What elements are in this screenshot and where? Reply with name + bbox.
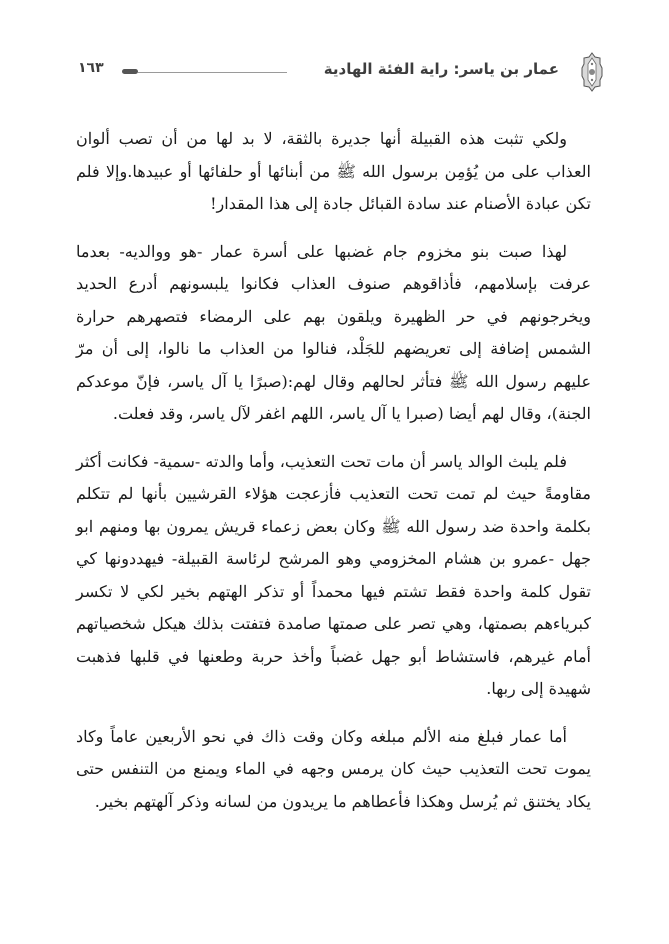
- paragraph-1: ولكي تثبت هذه القبيلة أنها جديرة بالثقة، لا بد لها من أن تصب ألوان العذاب على من يُؤمِن برسول الله ﷺ من أبنائها أو حلفائها أو عبيدها.وإلا فلم تكن عبادة الأصنام عند سادة القبائل جادة إلى هذا المقدار!: [76, 129, 591, 213]
- body-text: [76, 123, 591, 833]
- page-header: [78, 52, 603, 92]
- header-rule-dot: [122, 69, 138, 74]
- paragraph-2: لهذا صبت بنو مخزوم جام غضبها على أسرة عمار -هو ووالديه- بعدما عرفت بإسلامهم، فأذاقوهم صنوف العذاب فكانوا يلبسونهم أدرع الحديد ويخرجونهم في حر الظهيرة ويلقون بهم على الرمضاء فتصهرهم حرارة الشمس إضافة إلى تعريضهم للجَلْد، فنالوا من العذاب ما نالوا، إلى أن مرّ عليهم رسول الله ﷺ فتأثر لحالهم وقال لهم:(صبرًا يا آل ياسر، فإنّ موعدكم الجنة)، وقال لهم أيضا (صبرا يا آل ياسر، اللهم اغفر لآل ياسر، وقد فعلت.: [76, 241, 591, 423]
- decorative-medallion-icon: [581, 52, 603, 92]
- header-rule: [138, 72, 287, 73]
- running-title: عمار بن ياسر: راية الفئة الهادية: [323, 60, 559, 78]
- paragraph-3: فلم يلبث الوالد ياسر أن مات تحت التعذيب، وأما والدته -سمية- فكانت أكثر مقاومةً حيث لم تمت تحت التعذيب فأزعجت هؤلاء القرشيين بأنها لم تتكلم بكلمة واحدة ضد رسول الله ﷺ وكان بعض زعماء قريش يمرون بها ومنهم ابو جهل -عمرو بن هشام المخزومي وهو المرشح لرئاسة القبيلة- فيهددونها كي تقول كلمة واحدة فقط تشتم فيها محمداً أو تذكر الهتهم بخير لكي لا تكسر كبرياءهم بصمتها، وهي تصر على صمتها صامدة فتفتت بذلك هيكل شخصياتهم أمام غيرهم، فاستشاط أبو جهل غضباً وأخذ حربة وطعنها في قلبها فذهبت شهيدة إلى ربها.: [76, 451, 591, 698]
- page-number: ١٦٣: [78, 60, 104, 76]
- paragraph-4: أما عمار فبلغ منه الألم مبلغه وكان وقت ذاك في نحو الأربعين عاماً وكاد يموت تحت التعذيب حيث كان يرمس وجهه في الماء ويمنع من التنفس حتى يكاد يختنق ثم يُرسل وهكذا فأعطاهم ما يريدون من لسانه وذكر آلهتهم بخير.: [76, 726, 591, 811]
